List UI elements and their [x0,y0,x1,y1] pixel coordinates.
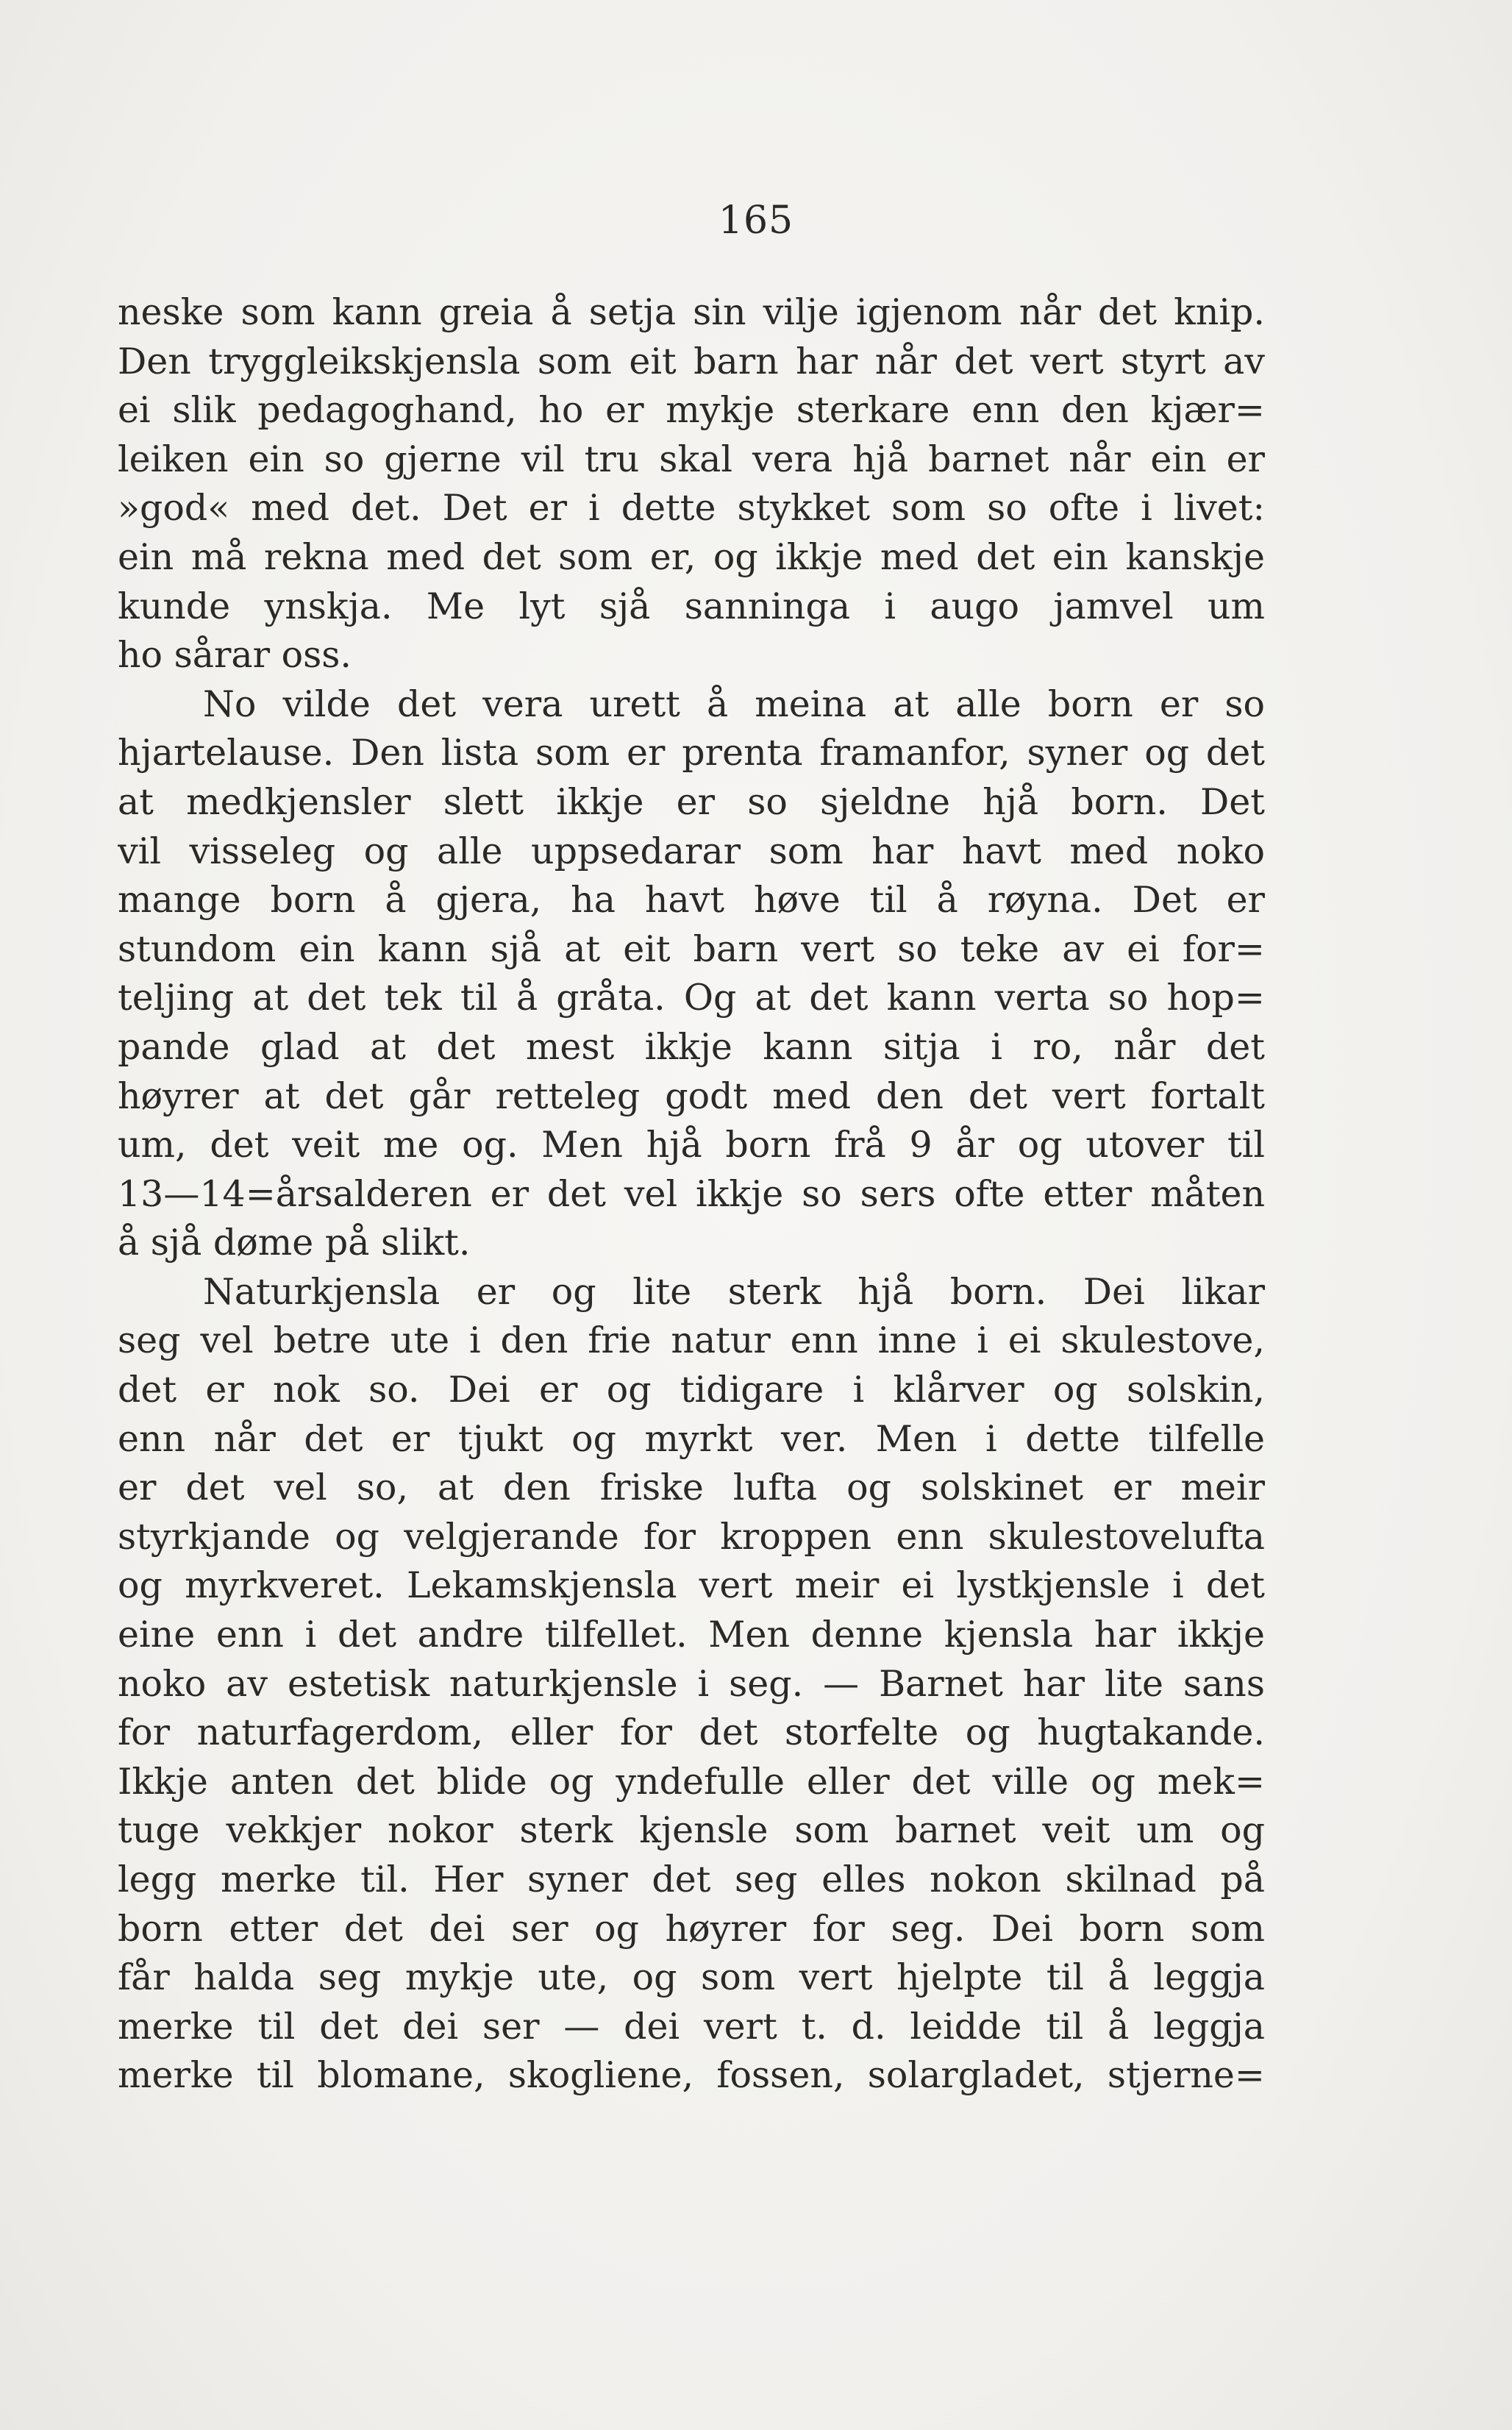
text-line: og myrkveret. Lekamskjensla vert meir ei lystkjensle i det [118,1564,1265,1607]
text-line: merke til det dei ser — dei vert t. d. leidde til å leggja [118,2005,1265,2048]
text-line: å sjå døme på slikt. [118,1222,471,1264]
text-line: leiken ein so gjerne vil tru skal vera hjå barnet når ein er [118,438,1265,480]
text-line: at medkjensler slett ikkje er so sjeldne hjå born. Det [118,780,1265,823]
text-line: enn når det er tjukt og myrkt ver. Men i dette tilfelle [118,1417,1265,1460]
body-text [118,288,1265,2101]
text-line: ein må rekna med det som er, og ikkje med det ein kanskje [118,535,1265,578]
page-number: 165 [718,199,794,243]
text-line: merke til blomane, skogliene, fossen, solargladet, stjerne= [118,2054,1265,2097]
text-line: for naturfagerdom, eller for det storfelte og hugtakande. [118,1711,1265,1754]
text-line: »god« med det. Det er i dette stykket som so ofte i livet: [118,487,1265,530]
text-line: teljing at det tek til å gråta. Og at det kann verta so hop= [118,977,1265,1019]
text-line: eine enn i det andre tilfellet. Men denne kjensla har ikkje [118,1614,1265,1656]
text-line: høyrer at det går retteleg godt med den det vert fortalt [118,1075,1265,1117]
text-line: er det vel so, at den friske lufta og solskinet er meir [118,1467,1265,1509]
text-line: pande glad at det mest ikkje kann sitja i ro, når det [118,1025,1265,1068]
text-line: kunde ynskja. Me lyt sjå sanninga i augo jamvel um [118,585,1265,627]
text-line: Den tryggleikskjensla som eit barn har når det vert styrt av [118,340,1265,382]
text-line: stundom ein kann sjå at eit barn vert so teke av ei for= [118,927,1265,970]
text-line: ei slik pedagoghand, ho er mykje sterkare enn den kjær= [118,389,1265,432]
text-line: 13—14=årsalderen er det vel ikkje so sers ofte etter måten [118,1172,1265,1215]
text-line: No vilde det vera urett å meina at alle born er so [203,683,1265,725]
text-line: vil visseleg og alle uppsedarar som har havt med noko [118,830,1265,872]
text-line: noko av estetisk naturkjensle i seg. — Barnet har lite sans [118,1662,1265,1705]
text-line: det er nok so. Dei er og tidigare i klårver og solskin, [118,1369,1265,1411]
text-line: legg merke til. Her syner det seg elles nokon skilnad på [118,1859,1265,1900]
text-line: tuge vekkjer nokor sterk kjensle som barnet veit um og [118,1809,1265,1852]
text-line: neske som kann greia å setja sin vilje igjenom når det knip. [118,291,1265,333]
text-line: styrkjande og velgjerande for kroppen enn skulestovelufta [118,1515,1265,1558]
text-line: Naturkjensla er og lite sterk hjå born. Dei likar [203,1270,1265,1313]
text-line: Ikkje anten det blide og yndefulle eller det ville og mek= [118,1760,1265,1803]
text-line: born etter det dei ser og høyrer for seg. Dei born som [118,1907,1265,1950]
text-line: mange born å gjera, ha havt høve til å røyna. Det er [118,879,1265,922]
text-line: ho sårar oss. [118,634,352,677]
text-line: um, det veit me og. Men hjå born frå 9 år og utover til [118,1124,1265,1166]
text-line: får halda seg mykje ute, og som vert hjelpte til å leggja [118,1956,1265,1999]
text-line: hjartelause. Den lista som er prenta framanfor, syner og det [118,732,1265,774]
text-line: seg vel betre ute i den frie natur enn inne i ei skulestove, [118,1319,1265,1362]
